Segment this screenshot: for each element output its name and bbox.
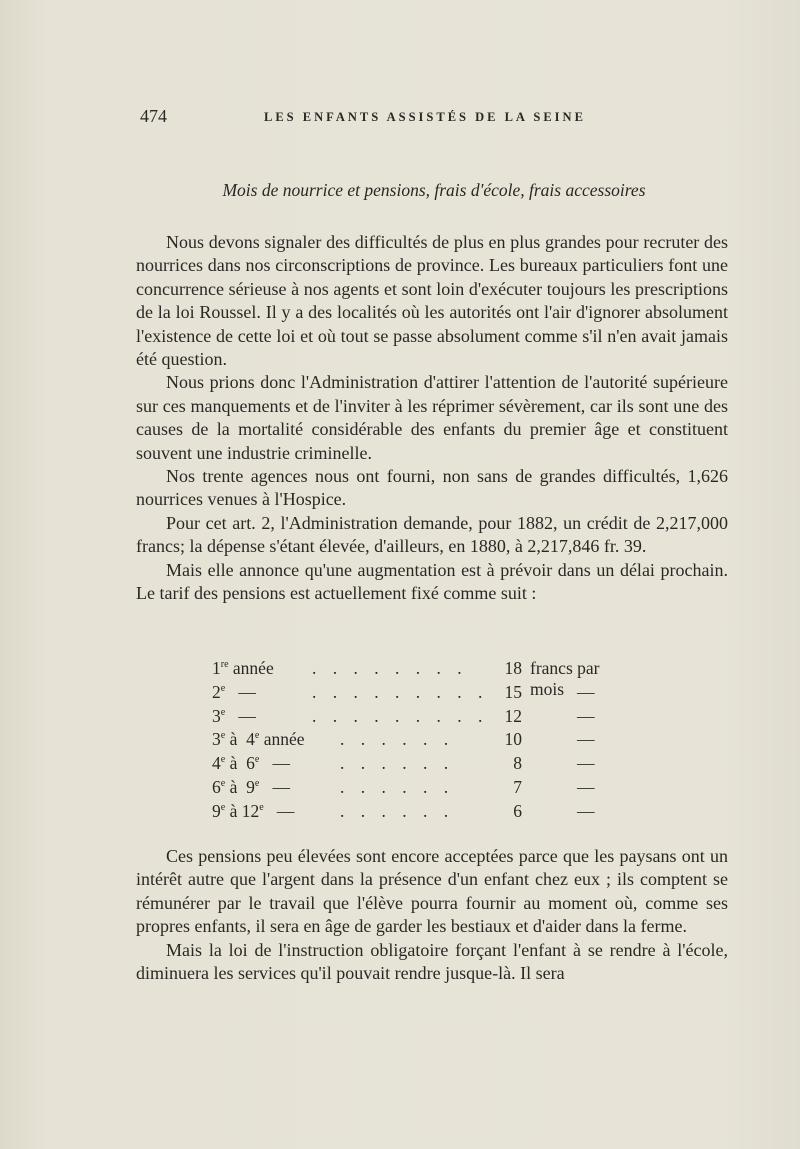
rate-row bbox=[212, 801, 632, 825]
pension-rate-table bbox=[212, 658, 632, 825]
paragraph: Pour cet art. 2, l'Administration demande, pour 1882, un crédit de 2,217,000 francs; la dépense s'étant élevée, d'ailleurs, en 1880, à 2,217,846 fr. 39. bbox=[136, 512, 728, 557]
page-header bbox=[140, 106, 728, 136]
body-text-bottom bbox=[136, 845, 728, 985]
paragraph: Mais elle annonce qu'une augmentation est à prévoir dans un délai prochain. Le tarif des pensions est actuellement fixé comme suit : bbox=[136, 559, 728, 604]
rate-value: 15 bbox=[504, 681, 522, 702]
rate-period: 6e à 9e — bbox=[212, 776, 290, 797]
rate-period: 9e à 12e — bbox=[212, 800, 295, 821]
rate-row bbox=[212, 729, 632, 753]
page-number: 474 bbox=[140, 106, 167, 126]
dot-leaders: . . . . . . bbox=[340, 753, 455, 774]
ditto-mark: — bbox=[577, 753, 595, 774]
ditto-mark: — bbox=[577, 800, 595, 821]
rate-value: 8 bbox=[513, 753, 522, 774]
rate-period: 2e — bbox=[212, 681, 256, 702]
ditto-mark: — bbox=[577, 681, 595, 702]
rate-period: 3e — bbox=[212, 705, 256, 726]
rate-value: 7 bbox=[513, 776, 522, 797]
paragraph: Ces pensions peu élevées sont encore acceptées parce que les paysans ont un intérêt autre que l'argent dans la présence d'un enfant chez eux ; ils comptent se rémunérer par le travail que l'élève pourra fournir au moment où, comme ses propres enfants, il sera en âge de garder les bestiaux et d'aider dans la ferme. bbox=[136, 846, 728, 937]
rate-period: 3e à 4e année bbox=[212, 729, 305, 750]
rate-value: 18 bbox=[504, 658, 522, 678]
ditto-mark: — bbox=[577, 776, 595, 797]
ditto-mark: — bbox=[577, 729, 595, 750]
rate-row bbox=[212, 753, 632, 777]
rate-row bbox=[212, 682, 632, 706]
paragraph: Nous devons signaler des difficultés de plus en plus grandes pour recruter des nourrices dans nos circonscriptions de province. Les bureaux particuliers font une concurrence sérieuse à nos agents et sont loin d'exécuter toujours les prescriptions de la loi Roussel. Il y a des localités où les autorités ont l'air d'ignorer absolument l'existence de cette loi et où tout se passe absolument comme s'il n'en avait jamais été question. bbox=[136, 232, 728, 370]
paragraph: Nos trente agences nous ont fourni, non sans de grandes difficultés, 1,626 nourrices venues à l'Hospice. bbox=[136, 466, 728, 510]
dot-leaders: . . . . . . . . . bbox=[312, 681, 489, 702]
rate-period: 4e à 6e — bbox=[212, 753, 290, 774]
paragraph: Nous prions donc l'Administration d'attirer l'attention de l'autorité supérieure sur ces manquements et de l'inviter à les réprimer sévèrement, car ils sont une des causes de la mortalité considérable des enfants du premier âge et constituent souvent une industrie criminelle. bbox=[136, 372, 728, 463]
dot-leaders: . . . . . . bbox=[340, 776, 455, 797]
rate-value: 12 bbox=[504, 705, 522, 726]
dot-leaders: . . . . . . . . bbox=[312, 658, 468, 678]
rate-unit: francs par mois bbox=[530, 658, 600, 699]
body-text-top bbox=[136, 231, 728, 606]
rate-value: 6 bbox=[513, 800, 522, 821]
dot-leaders: . . . . . . . . . bbox=[312, 705, 489, 726]
rate-period: 1re année bbox=[212, 658, 274, 678]
dot-leaders: . . . . . . bbox=[340, 729, 455, 750]
section-title: Mois de nourrice et pensions, frais d'école, frais accessoires bbox=[222, 180, 646, 200]
ditto-mark: — bbox=[577, 705, 595, 726]
rate-row bbox=[212, 777, 632, 801]
running-title: LES ENFANTS ASSISTÉS DE LA SEINE bbox=[264, 110, 586, 124]
dot-leaders: . . . . . . bbox=[340, 800, 455, 821]
paragraph: Mais la loi de l'instruction obligatoire forçant l'enfant à se rendre à l'école, diminuera les services qu'il pouvait rendre jusque-là. Il sera bbox=[136, 939, 728, 984]
rate-value: 10 bbox=[504, 729, 522, 750]
rate-row bbox=[212, 706, 632, 730]
